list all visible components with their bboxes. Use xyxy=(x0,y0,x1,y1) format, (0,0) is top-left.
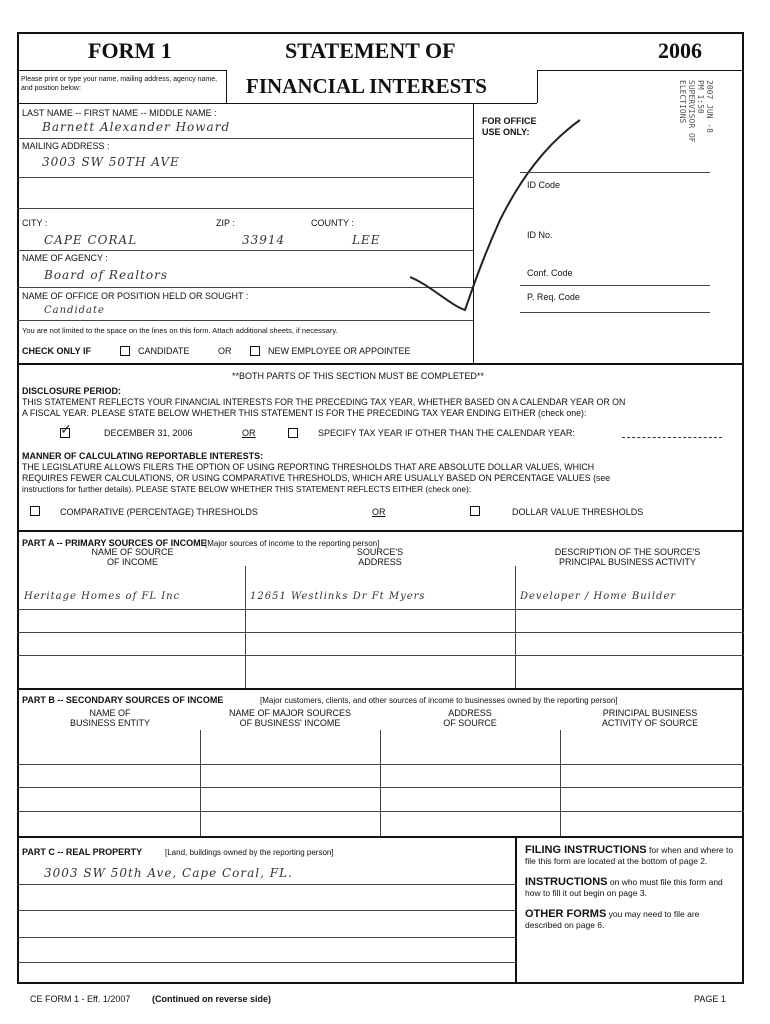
manner-text-3: instructions for further details). PLEASE STATE BELOW WHETHER THIS STATEMENT REFLECTS EITHER (check one): xyxy=(22,484,472,494)
received-stamp: 2007 JUN -8 PM 1:50 SUPERVISOR OF ELECTIONS xyxy=(678,80,714,143)
part-b-col4-line2: ACTIVITY OF SOURCE xyxy=(601,718,699,728)
name-rule xyxy=(17,138,473,139)
frame-bottom xyxy=(17,982,744,984)
manner-text-1: THE LEGISLATURE ALLOWS FILERS THE OPTION OF USING REPORTING THRESHOLDS THAT ARE ABSOLUTE DOLLAR VALUES, WHICH xyxy=(22,462,595,472)
candidate-checkbox[interactable] xyxy=(120,346,130,356)
office-label: NAME OF OFFICE OR POSITION HELD OR SOUGHT : xyxy=(22,291,249,301)
part-a-col3-header xyxy=(515,547,740,567)
part-a-col1-line1: NAME OF SOURCE xyxy=(91,547,174,557)
part-a-colsep-1 xyxy=(245,566,246,688)
part-a-colsep-2 xyxy=(515,566,516,688)
zip-value[interactable]: 33914 xyxy=(242,233,286,247)
instructions-head: INSTRUCTIONS xyxy=(525,876,608,888)
frame-top xyxy=(17,32,744,34)
city-label: CITY : xyxy=(22,218,48,228)
comparative-label: COMPARATIVE (PERCENTAGE) THRESHOLDS xyxy=(60,507,258,517)
part-b-col3-line2: OF SOURCE xyxy=(443,718,497,728)
form-label: FORM 1 xyxy=(88,38,172,63)
part-b-col4-header xyxy=(560,708,740,728)
personal-top-rule xyxy=(17,103,537,104)
part-b-col2-header xyxy=(200,708,380,728)
footer-form-id: CE FORM 1 - Eff. 1/2007 xyxy=(30,994,131,1004)
part-b-note: [Major customers, clients, and other sources of income to businesses owned by the reporting person] xyxy=(260,696,618,705)
part-b-col3-header xyxy=(380,708,560,728)
id-code-rule xyxy=(520,172,710,173)
specify-checkbox[interactable] xyxy=(288,428,298,438)
filing-instructions-text: for when and where to file this form are located at the bottom of page 2. xyxy=(525,845,734,866)
name-label: LAST NAME -- FIRST NAME -- MIDDLE NAME : xyxy=(22,108,217,118)
header-rule xyxy=(17,70,227,71)
part-c-rule-4 xyxy=(17,962,515,963)
id-code-label: ID Code xyxy=(527,180,561,190)
office-use-label: FOR OFFICE USE ONLY: xyxy=(482,116,537,137)
part-a-col3-line2: PRINCIPAL BUSINESS ACTIVITY xyxy=(558,557,697,567)
manner-title: MANNER OF CALCULATING REPORTABLE INTERESTS: xyxy=(22,451,264,461)
office-rule xyxy=(17,320,473,321)
filing-box-left xyxy=(515,836,517,984)
section-rule-4 xyxy=(17,836,744,838)
part-c-rule-1 xyxy=(17,884,515,885)
part-c-row1[interactable]: 3003 SW 50th Ave, Cape Coral, FL. xyxy=(44,866,293,880)
instruction-note: Please print or type your name, mailing address, agency name, and position below: xyxy=(21,76,218,92)
frame-right xyxy=(742,32,744,984)
other-forms-block xyxy=(525,909,737,931)
part-b-rule-2 xyxy=(17,787,744,788)
zip-label: ZIP : xyxy=(216,218,235,228)
part-b-title: PART B -- SECONDARY SOURCES OF INCOME xyxy=(22,695,224,705)
header-rule-right xyxy=(537,70,744,71)
footer-continued: (Continued on reverse side) xyxy=(152,994,272,1004)
specify-label: SPECIFY TAX YEAR IF OTHER THAN THE CALENDAR YEAR: xyxy=(318,428,575,438)
part-a-col2-line2: ADDRESS xyxy=(358,557,402,567)
part-b-col4-line1: PRINCIPAL BUSINESS xyxy=(602,708,698,718)
candidate-label: CANDIDATE xyxy=(138,346,190,356)
new-employee-label: NEW EMPLOYEE OR APPOINTEE xyxy=(268,346,411,356)
disclosure-period-title: DISCLOSURE PERIOD: xyxy=(22,386,122,396)
part-b-colsep-2 xyxy=(380,730,381,836)
name-value[interactable]: Barnett Alexander Howard xyxy=(42,120,231,134)
agency-value[interactable]: Board of Realtors xyxy=(44,268,168,282)
form-year: 2006 xyxy=(658,38,702,63)
part-a-title: PART A -- PRIMARY SOURCES OF INCOME xyxy=(22,538,207,548)
part-b-col2-line1: NAME OF MAJOR SOURCES xyxy=(228,708,351,718)
conf-code-rule xyxy=(520,285,710,286)
mailing-rule-1 xyxy=(17,177,473,178)
mailing-value[interactable]: 3003 SW 50TH AVE xyxy=(42,155,180,169)
period-text-2: A FISCAL YEAR. PLEASE STATE BELOW WHETHER THIS STATEMENT IS FOR THE PRECEDING TAX YEAR ENDING EITHER (check one): xyxy=(22,408,587,418)
p-req-rule xyxy=(520,312,710,313)
part-b-col2-line2: OF BUSINESS' INCOME xyxy=(239,718,341,728)
footer-page: PAGE 1 xyxy=(694,994,726,1004)
part-b-rule-1 xyxy=(17,764,744,765)
frame-left xyxy=(17,32,19,984)
dollar-label: DOLLAR VALUE THRESHOLDS xyxy=(512,507,644,517)
part-c-title: PART C -- REAL PROPERTY xyxy=(22,847,143,857)
note-box-right xyxy=(226,70,227,103)
manner-text-2: REQUIRES FEWER CALCULATIONS, OR USING COMPARATIVE THRESHOLDS, WHICH ARE USUALLY BASED ON PERCENTAGE VALUES (see xyxy=(22,473,611,483)
section-rule-2 xyxy=(17,530,744,532)
other-forms-head: OTHER FORMS xyxy=(525,908,607,920)
part-c-note: [Land, buildings owned by the reporting person] xyxy=(165,848,334,857)
part-a-row1-name[interactable]: Heritage Homes of FL Inc xyxy=(24,591,181,602)
mailing-rule-2 xyxy=(17,208,473,209)
specify-field[interactable] xyxy=(622,436,722,438)
part-a-col1-header xyxy=(20,547,245,567)
mailing-label: MAILING ADDRESS : xyxy=(22,141,110,151)
city-rule xyxy=(17,250,473,251)
or-label: OR xyxy=(218,346,232,356)
section-rule-3 xyxy=(17,688,744,690)
instructions-block xyxy=(525,877,737,899)
part-a-row1-activity[interactable]: Developer / Home Builder xyxy=(520,591,677,602)
instructions-text: on who must file this form and how to fill it out begin on page 3. xyxy=(525,877,723,898)
part-b-colsep-3 xyxy=(560,730,561,836)
part-a-col2-header xyxy=(245,547,515,567)
id-no-label: ID No. xyxy=(527,230,553,240)
p-req-code-label: P. Req. Code xyxy=(527,292,580,302)
filing-instructions-box xyxy=(525,845,737,931)
new-employee-checkbox[interactable] xyxy=(250,346,260,356)
county-value[interactable]: LEE xyxy=(352,233,381,247)
comparative-checkbox[interactable] xyxy=(30,506,40,516)
agency-label: NAME OF AGENCY : xyxy=(22,253,108,263)
agency-rule xyxy=(17,287,473,288)
part-a-rule-2 xyxy=(17,632,744,633)
part-b-col1-header xyxy=(20,708,200,728)
period-or: OR xyxy=(242,428,256,438)
filing-instructions-block xyxy=(525,845,737,867)
county-label: COUNTY : xyxy=(311,218,354,228)
title-line1: STATEMENT OF xyxy=(285,38,456,63)
part-b-rule-3 xyxy=(17,811,744,812)
dollar-checkbox[interactable] xyxy=(470,506,480,516)
both-parts-banner: **BOTH PARTS OF THIS SECTION MUST BE COMPLETED** xyxy=(232,371,484,381)
part-a-col3-line1: DESCRIPTION OF THE SOURCE'S xyxy=(554,547,701,557)
city-value[interactable]: CAPE CORAL xyxy=(44,233,138,247)
section-rule-1 xyxy=(17,363,744,365)
part-c-rule-2 xyxy=(17,910,515,911)
part-a-col2-line1: SOURCE'S xyxy=(356,547,404,557)
period-text-1: THIS STATEMENT REFLECTS YOUR FINANCIAL INTERESTS FOR THE PRECEDING TAX YEAR, WHETHER BASED ON A CALENDAR YEAR OR ON xyxy=(22,397,626,407)
part-a-col1-line2: OF INCOME xyxy=(107,557,158,567)
other-forms-text: you may need to file are described on page 6. xyxy=(525,909,700,930)
part-a-note: [Major sources of income to the reporting person] xyxy=(205,539,380,548)
part-b-col1-line2: BUSINESS ENTITY xyxy=(69,718,150,728)
part-a-rule-3 xyxy=(17,655,744,656)
part-a-rule-1 xyxy=(17,609,744,610)
title-line2: FINANCIAL INTERESTS xyxy=(246,74,487,98)
manner-or: OR xyxy=(372,507,386,517)
filing-instructions-head: FILING INSTRUCTIONS xyxy=(525,844,647,856)
office-check-mark xyxy=(410,110,590,320)
conf-code-label: Conf. Code xyxy=(527,268,573,278)
part-b-colsep-1 xyxy=(200,730,201,836)
dec31-label: DECEMBER 31, 2006 xyxy=(104,428,193,438)
office-value[interactable]: Candidate xyxy=(44,305,105,316)
title-box-right xyxy=(537,70,538,103)
check-only-label: CHECK ONLY IF xyxy=(22,346,92,356)
part-a-row1-address[interactable]: 12651 Westlinks Dr Ft Myers xyxy=(250,591,426,602)
dec31-check-mark: ✓ xyxy=(60,422,73,438)
part-b-col1-line1: NAME OF xyxy=(89,708,131,718)
part-c-rule-3 xyxy=(17,937,515,938)
part-b-col3-line1: ADDRESS xyxy=(448,708,492,718)
limit-note: You are not limited to the space on the lines on this form. Attach additional sheets, if necessary. xyxy=(22,326,338,335)
